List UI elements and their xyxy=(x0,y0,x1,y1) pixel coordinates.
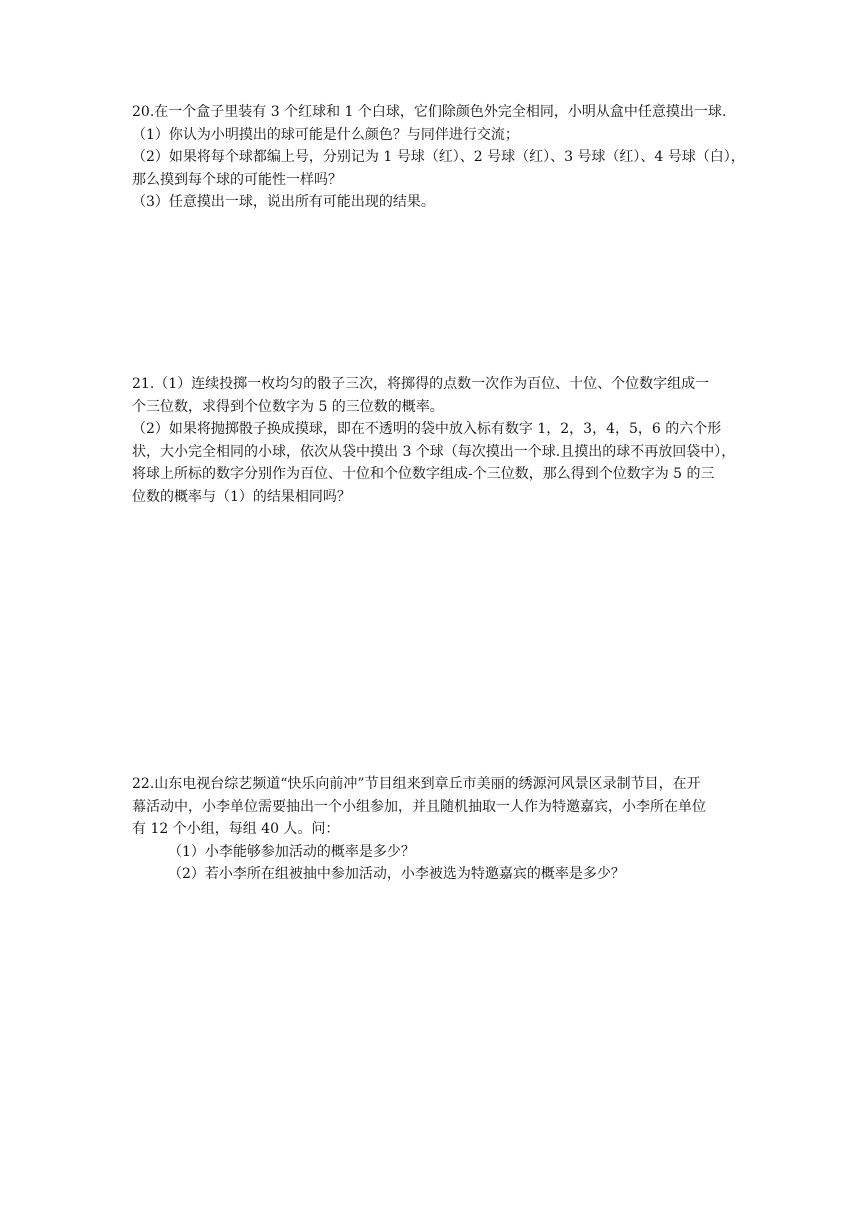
question-20-part-3: （3）任意摸出一球，说出所有可能出现的结果。 xyxy=(132,194,435,210)
question-22-line-3: 有 12 个小组，每组 40 人。问： xyxy=(132,821,340,837)
question-20-number: 20. xyxy=(132,104,155,120)
question-22-part-1: （1）小李能够参加活动的概率是多少？ xyxy=(168,843,415,860)
question-22-line-2: 幕活动中，小李单位需要抽出一个小组参加，并且随机抽取一人作为特邀嘉宾，小李所在单位 xyxy=(132,798,706,815)
question-20-stem-line xyxy=(132,101,772,124)
question-20-part-2-cont: 那么摸到每个球的可能性一样吗？ xyxy=(132,171,342,188)
question-21-part-1-text: （1）连续投掷一枚均匀的骰子三次，将掷得的点数一次作为百位、十位、个位数字组成一 xyxy=(154,376,710,392)
question-21-line-5: 将球上所标的数字分别作为百位、十位和个位数字组成-个三位数，那么得到个位数字为 5 的三 xyxy=(132,466,715,482)
question-20-part-2: （2）如果将每个球都编上号，分别记为 1 号球（红）、2 号球（红）、3 号球（红）、4 号球（白）， xyxy=(132,149,745,165)
question-21-number: 21. xyxy=(132,376,155,392)
question-20-part-1: （1）你认为小明摸出的球可能是什么颜色？与同伴进行交流； xyxy=(132,126,519,143)
question-20 xyxy=(132,101,772,214)
question-21-line-6: 位数的概率与（1）的结果相同吗？ xyxy=(132,488,351,505)
question-22 xyxy=(132,773,772,886)
question-22-part-2: （2）若小李所在组被抽中参加活动，小李被选为特邀嘉宾的概率是多少？ xyxy=(168,866,625,882)
question-20-stem: 在一个盒子里装有 3 个红球和 1 个白球，它们除颜色外完全相同，小明从盒中任意摸出一球. xyxy=(154,104,727,120)
question-21-line-4: 状，大小完全相同的小球，依次从袋中摸出 3 个球（每次摸出一个球.且摸出的球不再放回袋中）， xyxy=(132,443,736,460)
question-21-line-2: 个三位数，求得到个位数字为 5 的三位数的概率。 xyxy=(132,398,444,415)
question-22-line-1 xyxy=(132,773,772,796)
question-21-line-1 xyxy=(132,373,772,396)
question-21 xyxy=(132,373,772,508)
question-22-stem-text: 山东电视台综艺频道“快乐向前冲”节目组来到章丘市美丽的绣源河风景区录制节目，在开 xyxy=(154,776,701,792)
question-22-number: 22. xyxy=(132,776,155,792)
question-21-line-3: （2）如果将抛掷骰子换成摸球，即在不透明的袋中放入标有数字 1，2，3，4，5，6 的六个形 xyxy=(132,421,722,437)
